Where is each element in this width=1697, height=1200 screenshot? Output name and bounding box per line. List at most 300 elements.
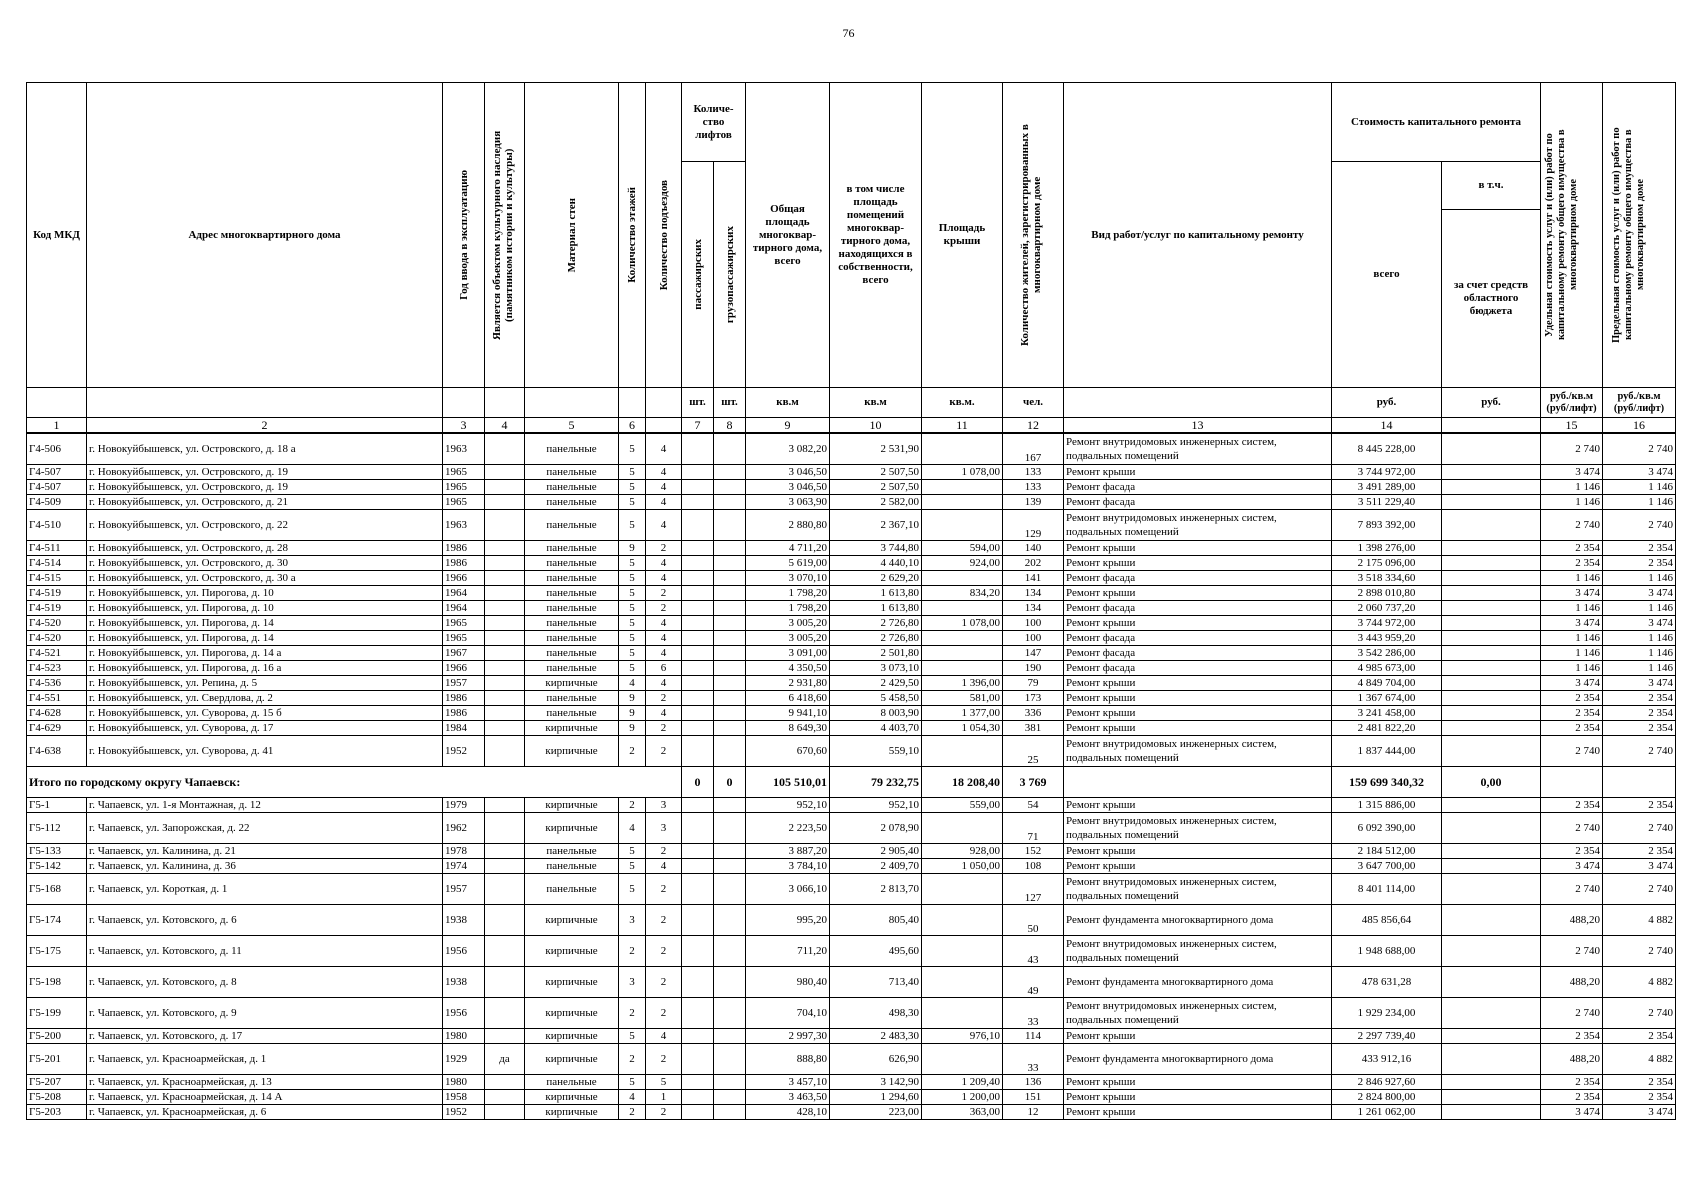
cell-entrances: 3 (646, 798, 682, 813)
cell-cost-total: 2 481 822,20 (1332, 721, 1442, 736)
cell-cost-total: 1 261 062,00 (1332, 1105, 1442, 1120)
cell-cost-regional (1442, 616, 1541, 631)
cell-entrances: 2 (646, 1044, 682, 1075)
cell-entrances: 4 (646, 1029, 682, 1044)
cell-unit-cost: 2 354 (1541, 691, 1603, 706)
cell-entrances: 1 (646, 1090, 682, 1105)
cell-lifts-pass (682, 1044, 714, 1075)
total-empty (1541, 767, 1603, 798)
cell-lifts-cargo (714, 631, 746, 646)
cell-cost-regional (1442, 1090, 1541, 1105)
cell-address: г. Чапаевск, ул. Красноармейская, д. 1 (87, 1044, 443, 1075)
cell-area-owned: 3 142,90 (830, 1075, 922, 1090)
cell-cost-regional (1442, 646, 1541, 661)
table-row (27, 736, 1676, 767)
cell-residents: 108 (1003, 859, 1064, 874)
cell-year: 1957 (443, 676, 485, 691)
cell-cost-regional (1442, 1044, 1541, 1075)
unit-sqm: кв.м. (922, 388, 1003, 418)
cell-code: Г5-199 (27, 998, 87, 1029)
cell-lifts-pass (682, 998, 714, 1029)
cell-cost-regional (1442, 661, 1541, 676)
table-row (27, 616, 1676, 631)
cell-residents: 25 (1003, 736, 1064, 767)
cell-limit-cost: 1 146 (1603, 631, 1676, 646)
cell-lifts-pass (682, 541, 714, 556)
cell-address: г. Чапаевск, ул. Котовского, д. 11 (87, 936, 443, 967)
cell-address: г. Чапаевск, ул. Короткая, д. 1 (87, 874, 443, 905)
cell-lifts-cargo (714, 967, 746, 998)
cell-work-type: Ремонт крыши (1064, 859, 1332, 874)
cell-wall: кирпичные (525, 1029, 619, 1044)
cell-heritage (485, 905, 525, 936)
cell-floors: 5 (619, 844, 646, 859)
cell-roof-area: 559,00 (922, 798, 1003, 813)
cell-roof-area (922, 510, 1003, 541)
cell-floors: 4 (619, 676, 646, 691)
cell-floors: 9 (619, 706, 646, 721)
table-row (27, 1075, 1676, 1090)
cell-limit-cost: 2 354 (1603, 706, 1676, 721)
cell-wall: панельные (525, 510, 619, 541)
cell-cost-total: 3 744 972,00 (1332, 616, 1442, 631)
cell-unit-cost: 2 354 (1541, 541, 1603, 556)
cell-heritage (485, 676, 525, 691)
cell-cost-total: 3 491 289,00 (1332, 480, 1442, 495)
cell-entrances: 6 (646, 661, 682, 676)
table-row (27, 998, 1676, 1029)
cell-address: г. Новокуйбышевск, ул. Суворова, д. 15 б (87, 706, 443, 721)
cell-unit-cost: 488,20 (1541, 905, 1603, 936)
cell-residents: 33 (1003, 1044, 1064, 1075)
cell-limit-cost: 2 354 (1603, 1029, 1676, 1044)
table-row (27, 721, 1676, 736)
cell-heritage (485, 813, 525, 844)
cell-address: г. Чапаевск, ул. Котовского, д. 17 (87, 1029, 443, 1044)
cell-wall: кирпичные (525, 1090, 619, 1105)
cell-lifts-pass (682, 1105, 714, 1120)
total-empty (1603, 767, 1676, 798)
cell-area-total: 3 063,90 (746, 495, 830, 510)
column-number: 3 (443, 418, 485, 434)
cell-area-owned: 1 294,60 (830, 1090, 922, 1105)
cell-floors: 5 (619, 433, 646, 465)
cell-work-type: Ремонт внутридомовых инженерных систем, подвальных помещений (1064, 433, 1332, 465)
cell-unit-cost: 3 474 (1541, 586, 1603, 601)
cell-entrances: 2 (646, 541, 682, 556)
cell-lifts-cargo (714, 721, 746, 736)
table-row (27, 631, 1676, 646)
cell-lifts-pass (682, 905, 714, 936)
cell-cost-regional (1442, 905, 1541, 936)
header-lifts: Количе-ство лифтов (682, 83, 746, 162)
table-row (27, 586, 1676, 601)
cell-roof-area: 1 078,00 (922, 616, 1003, 631)
cell-code: Г5-174 (27, 905, 87, 936)
cell-roof-area (922, 998, 1003, 1029)
cell-residents: 152 (1003, 844, 1064, 859)
cell-work-type: Ремонт крыши (1064, 1075, 1332, 1090)
cell-cost-total: 2 175 096,00 (1332, 556, 1442, 571)
header-cost-total: всего (1332, 162, 1442, 388)
cell-lifts-pass (682, 844, 714, 859)
cell-area-total: 1 798,20 (746, 586, 830, 601)
cell-work-type: Ремонт фундамента многоквартирного дома (1064, 905, 1332, 936)
unit-rate: руб./кв.м (руб/лифт) (1541, 388, 1603, 418)
cell-area-owned: 2 905,40 (830, 844, 922, 859)
cell-wall: панельные (525, 616, 619, 631)
cell-entrances: 4 (646, 706, 682, 721)
cell-cost-regional (1442, 571, 1541, 586)
cell-roof-area (922, 661, 1003, 676)
cell-code: Г4-536 (27, 676, 87, 691)
cell-cost-total: 485 856,64 (1332, 905, 1442, 936)
cell-unit-cost: 2 740 (1541, 433, 1603, 465)
cell-work-type: Ремонт внутридомовых инженерных систем, подвальных помещений (1064, 510, 1332, 541)
header-roof-area: Площадь крыши (922, 83, 1003, 388)
cell-year: 1978 (443, 844, 485, 859)
cell-limit-cost: 2 354 (1603, 721, 1676, 736)
cell-limit-cost: 3 474 (1603, 676, 1676, 691)
cell-lifts-pass (682, 874, 714, 905)
cell-code: Г4-515 (27, 571, 87, 586)
cell-residents: 79 (1003, 676, 1064, 691)
cell-heritage (485, 510, 525, 541)
cell-floors: 2 (619, 936, 646, 967)
cell-lifts-cargo (714, 541, 746, 556)
cell-code: Г5-207 (27, 1075, 87, 1090)
cell-residents: 147 (1003, 646, 1064, 661)
cell-code: Г5-168 (27, 874, 87, 905)
cell-area-owned: 1 613,80 (830, 601, 922, 616)
cell-area-total: 2 223,50 (746, 813, 830, 844)
table-row (27, 676, 1676, 691)
cell-area-owned: 2 507,50 (830, 465, 922, 480)
cell-cost-total: 1 929 234,00 (1332, 998, 1442, 1029)
cell-work-type: Ремонт крыши (1064, 1029, 1332, 1044)
table-row (27, 601, 1676, 616)
cell-address: г. Новокуйбышевск, ул. Островского, д. 22 (87, 510, 443, 541)
cell-area-total: 980,40 (746, 967, 830, 998)
cell-residents: 43 (1003, 936, 1064, 967)
table-row (27, 1105, 1676, 1120)
cell-floors: 9 (619, 691, 646, 706)
cell-residents: 202 (1003, 556, 1064, 571)
cell-roof-area: 363,00 (922, 1105, 1003, 1120)
cell-limit-cost: 1 146 (1603, 571, 1676, 586)
cell-lifts-cargo (714, 1090, 746, 1105)
cell-lifts-cargo (714, 661, 746, 676)
cell-code: Г4-507 (27, 480, 87, 495)
cell-residents: 167 (1003, 433, 1064, 465)
cell-year: 1965 (443, 616, 485, 631)
cell-code: Г4-519 (27, 601, 87, 616)
header-code: Код МКД (27, 83, 87, 388)
cell-work-type: Ремонт фасада (1064, 646, 1332, 661)
header-heritage: Является объектом культурного наследия (памятником истории и культуры) (485, 83, 525, 388)
cell-address: г. Чапаевск, ул. Котовского, д. 6 (87, 905, 443, 936)
cell-heritage (485, 706, 525, 721)
cell-roof-area: 976,10 (922, 1029, 1003, 1044)
header-entrances: Количество подъездов (646, 83, 682, 388)
cell-address: г. Новокуйбышевск, ул. Пирогова, д. 10 (87, 586, 443, 601)
cell-area-owned: 626,90 (830, 1044, 922, 1075)
table-row (27, 874, 1676, 905)
header-lifts-pass: пассажирских (682, 162, 714, 388)
cell-wall: панельные (525, 874, 619, 905)
cell-heritage (485, 721, 525, 736)
cell-limit-cost: 2 354 (1603, 798, 1676, 813)
cell-work-type: Ремонт фасада (1064, 601, 1332, 616)
cell-area-owned: 952,10 (830, 798, 922, 813)
cell-heritage (485, 844, 525, 859)
cell-residents: 49 (1003, 967, 1064, 998)
cell-roof-area (922, 936, 1003, 967)
cell-cost-total: 1 837 444,00 (1332, 736, 1442, 767)
cell-area-total: 2 931,80 (746, 676, 830, 691)
cell-cost-total: 8 445 228,00 (1332, 433, 1442, 465)
cell-entrances: 4 (646, 571, 682, 586)
cell-cost-total: 4 849 704,00 (1332, 676, 1442, 691)
cell-heritage (485, 571, 525, 586)
cell-area-owned: 2 483,30 (830, 1029, 922, 1044)
cell-lifts-pass (682, 706, 714, 721)
cell-unit-cost: 2 740 (1541, 510, 1603, 541)
cell-work-type: Ремонт крыши (1064, 691, 1332, 706)
cell-wall: кирпичные (525, 813, 619, 844)
cell-area-owned: 4 403,70 (830, 721, 922, 736)
cell-wall: панельные (525, 465, 619, 480)
unit-rub: руб. (1332, 388, 1442, 418)
header-cost-incl: в т.ч. (1442, 162, 1541, 210)
cell-lifts-pass (682, 1075, 714, 1090)
cell-heritage (485, 601, 525, 616)
cell-area-owned: 2 629,20 (830, 571, 922, 586)
cell-address: г. Новокуйбышевск, ул. Островского, д. 30 а (87, 571, 443, 586)
cell-work-type: Ремонт фасада (1064, 480, 1332, 495)
cell-code: Г5-133 (27, 844, 87, 859)
cell-lifts-pass (682, 859, 714, 874)
cell-code: Г5-175 (27, 936, 87, 967)
cell-year: 1938 (443, 967, 485, 998)
table-row (27, 556, 1676, 571)
cell-code: Г4-506 (27, 433, 87, 465)
cell-residents: 114 (1003, 1029, 1064, 1044)
cell-entrances: 2 (646, 601, 682, 616)
cell-lifts-pass (682, 510, 714, 541)
cell-roof-area (922, 967, 1003, 998)
cell-entrances: 2 (646, 586, 682, 601)
cell-year: 1938 (443, 905, 485, 936)
cell-work-type: Ремонт крыши (1064, 1105, 1332, 1120)
cell-lifts-cargo (714, 905, 746, 936)
cell-cost-total: 433 912,16 (1332, 1044, 1442, 1075)
cell-lifts-cargo (714, 798, 746, 813)
cell-area-owned: 495,60 (830, 936, 922, 967)
cell-area-total: 3 082,20 (746, 433, 830, 465)
cell-area-owned: 2 726,80 (830, 616, 922, 631)
cell-lifts-pass (682, 495, 714, 510)
cell-year: 1986 (443, 706, 485, 721)
cell-area-total: 8 649,30 (746, 721, 830, 736)
cell-code: Г4-511 (27, 541, 87, 556)
cell-floors: 2 (619, 998, 646, 1029)
cell-code: Г4-628 (27, 706, 87, 721)
cell-lifts-pass (682, 571, 714, 586)
cell-wall: кирпичные (525, 936, 619, 967)
column-number: 2 (87, 418, 443, 434)
table-row (27, 541, 1676, 556)
cell-wall: панельные (525, 661, 619, 676)
cell-cost-regional (1442, 998, 1541, 1029)
cell-residents: 134 (1003, 586, 1064, 601)
cell-lifts-pass (682, 661, 714, 676)
cell-code: Г5-201 (27, 1044, 87, 1075)
cell-lifts-cargo (714, 844, 746, 859)
cell-limit-cost: 2 354 (1603, 1090, 1676, 1105)
cell-year: 1967 (443, 646, 485, 661)
cell-entrances: 3 (646, 813, 682, 844)
cell-limit-cost: 4 882 (1603, 905, 1676, 936)
cell-limit-cost: 1 146 (1603, 601, 1676, 616)
cell-area-total: 3 457,10 (746, 1075, 830, 1090)
cell-unit-cost: 2 354 (1541, 706, 1603, 721)
cell-residents: 50 (1003, 905, 1064, 936)
cell-cost-regional (1442, 495, 1541, 510)
cell-lifts-pass (682, 721, 714, 736)
column-number: 5 (525, 418, 619, 434)
cell-wall: панельные (525, 571, 619, 586)
total-roof-area: 18 208,40 (922, 767, 1003, 798)
column-number (646, 418, 682, 434)
cell-cost-regional (1442, 813, 1541, 844)
cell-entrances: 2 (646, 844, 682, 859)
cell-roof-area (922, 905, 1003, 936)
cell-unit-cost: 2 740 (1541, 998, 1603, 1029)
cell-wall: кирпичные (525, 736, 619, 767)
cell-roof-area: 581,00 (922, 691, 1003, 706)
cell-year: 1965 (443, 480, 485, 495)
cell-floors: 5 (619, 480, 646, 495)
cell-address: г. Новокуйбышевск, ул. Свердлова, д. 2 (87, 691, 443, 706)
cell-floors: 9 (619, 541, 646, 556)
cell-unit-cost: 2 354 (1541, 844, 1603, 859)
cell-heritage (485, 465, 525, 480)
cell-address: г. Чапаевск, ул. Котовского, д. 8 (87, 967, 443, 998)
cell-roof-area (922, 601, 1003, 616)
cell-address: г. Новокуйбышевск, ул. Островского, д. 28 (87, 541, 443, 556)
cell-heritage (485, 1090, 525, 1105)
cell-code: Г4-523 (27, 661, 87, 676)
cell-limit-cost: 1 146 (1603, 646, 1676, 661)
cell-residents: 33 (1003, 998, 1064, 1029)
cell-entrances: 2 (646, 736, 682, 767)
cell-work-type: Ремонт крыши (1064, 844, 1332, 859)
cell-year: 1986 (443, 541, 485, 556)
cell-address: г. Новокуйбышевск, ул. Пирогова, д. 14 (87, 631, 443, 646)
column-number: 10 (830, 418, 922, 434)
cell-heritage (485, 691, 525, 706)
cell-lifts-cargo (714, 691, 746, 706)
cell-residents: 381 (1003, 721, 1064, 736)
cell-area-owned: 2 078,90 (830, 813, 922, 844)
cell-work-type: Ремонт крыши (1064, 541, 1332, 556)
cell-lifts-cargo (714, 1075, 746, 1090)
cell-year: 1956 (443, 936, 485, 967)
cell-heritage (485, 480, 525, 495)
cell-year: 1964 (443, 601, 485, 616)
cell-unit-cost: 3 474 (1541, 676, 1603, 691)
cell-heritage (485, 936, 525, 967)
cell-limit-cost: 2 354 (1603, 1075, 1676, 1090)
cell-lifts-cargo (714, 998, 746, 1029)
cell-unit-cost: 2 740 (1541, 874, 1603, 905)
cell-residents: 140 (1003, 541, 1064, 556)
cell-area-owned: 713,40 (830, 967, 922, 998)
table-body (27, 433, 1676, 1120)
cell-address: г. Чапаевск, ул. Калинина, д. 21 (87, 844, 443, 859)
cell-lifts-pass (682, 556, 714, 571)
cell-lifts-cargo (714, 465, 746, 480)
cell-floors: 5 (619, 661, 646, 676)
cell-heritage (485, 661, 525, 676)
cell-entrances: 4 (646, 616, 682, 631)
column-number: 14 (1332, 418, 1442, 434)
cell-code: Г4-509 (27, 495, 87, 510)
unit-pcs: шт. (682, 388, 714, 418)
cell-code: Г4-519 (27, 586, 87, 601)
unit-sqm: кв.м (746, 388, 830, 418)
table-header (27, 83, 1676, 434)
cell-cost-total: 3 511 229,40 (1332, 495, 1442, 510)
cell-work-type: Ремонт крыши (1064, 616, 1332, 631)
cell-area-total: 2 997,30 (746, 1029, 830, 1044)
cell-cost-total: 8 401 114,00 (1332, 874, 1442, 905)
cell-lifts-cargo (714, 676, 746, 691)
cell-limit-cost: 3 474 (1603, 1105, 1676, 1120)
cell-lifts-cargo (714, 601, 746, 616)
cell-residents: 129 (1003, 510, 1064, 541)
cell-address: г. Новокуйбышевск, ул. Пирогова, д. 14 а (87, 646, 443, 661)
cell-cost-regional (1442, 510, 1541, 541)
cell-floors: 5 (619, 465, 646, 480)
cell-lifts-pass (682, 616, 714, 631)
cell-work-type: Ремонт крыши (1064, 721, 1332, 736)
cell-area-total: 711,20 (746, 936, 830, 967)
cell-lifts-pass (682, 813, 714, 844)
cell-code: Г5-208 (27, 1090, 87, 1105)
cell-heritage (485, 586, 525, 601)
cell-address: г. Чапаевск, ул. Запорожская, д. 22 (87, 813, 443, 844)
cell-wall: кирпичные (525, 998, 619, 1029)
cell-lifts-cargo (714, 586, 746, 601)
cell-floors: 5 (619, 586, 646, 601)
cell-roof-area: 1 200,00 (922, 1090, 1003, 1105)
cell-work-type: Ремонт крыши (1064, 1090, 1332, 1105)
cell-limit-cost: 3 474 (1603, 586, 1676, 601)
cell-heritage (485, 495, 525, 510)
cell-floors: 5 (619, 859, 646, 874)
cell-heritage (485, 631, 525, 646)
cell-area-owned: 2 429,50 (830, 676, 922, 691)
cell-limit-cost: 4 882 (1603, 1044, 1676, 1075)
cell-code: Г4-520 (27, 616, 87, 631)
cell-entrances: 4 (646, 495, 682, 510)
cell-entrances: 4 (646, 433, 682, 465)
table-row (27, 691, 1676, 706)
cell-wall: панельные (525, 433, 619, 465)
cell-heritage (485, 556, 525, 571)
